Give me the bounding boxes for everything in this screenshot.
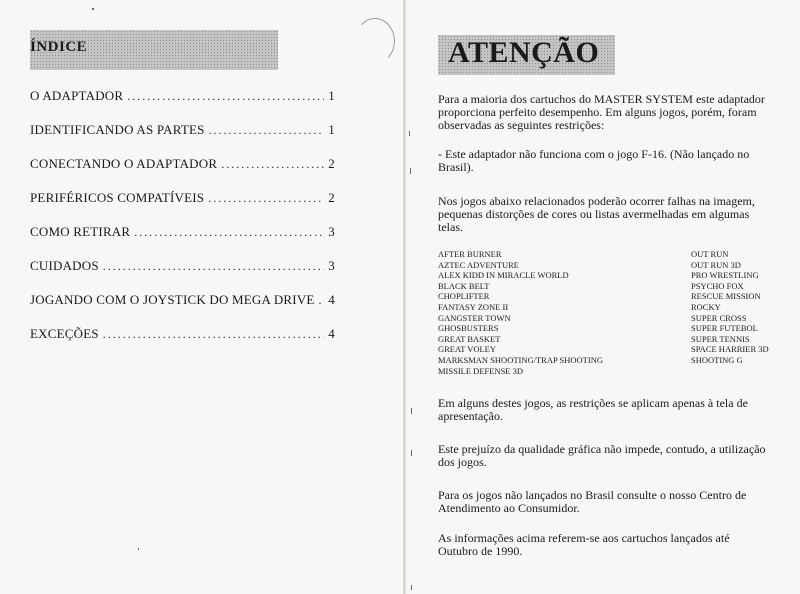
toc-item-label: JOGANDO COM O JOYSTICK DO MEGA DRIVE [30,292,315,307]
game-item: SUPER CROSS [691,312,747,323]
toc-leader-dots [103,259,325,274]
paper-speck [138,548,139,550]
opening-screen-paragraph: Em alguns destes jogos, as restrições se aplicam apenas à tela de apresentação. [438,396,748,423]
game-item: GANGSTER TOWN [438,312,511,323]
game-item: SHOOTING G [691,354,743,365]
game-item: OUT RUN [691,249,729,259]
game-item: PSYCHO FOX [691,280,744,291]
toc-item-page: 2 [328,156,335,171]
toc-item [30,224,335,258]
date-paragraph: As informações acima referem-se aos cartuchos lançados até Outubro de 1990. [438,531,730,558]
toc-leader-dots [134,225,324,240]
game-item: PRO WRESTLING [691,270,759,281]
table-of-contents [30,88,335,360]
game-item: RESCUE MISSION [691,291,761,302]
toc-item-label: CUIDADOS [30,258,99,273]
toc-item-label: IDENTIFICANDO AS PARTES [30,122,205,137]
game-item: ROCKY [691,301,721,312]
toc-item [30,88,335,122]
games-column-left [438,249,708,376]
toc-item [30,156,335,190]
game-item: MARKSMAN SHOOTING/TRAP SHOOTING [438,354,603,365]
game-item: GREAT BASKET [438,333,501,344]
game-item: SUPER TENNIS [691,333,750,344]
game-item: SPACE HARRIER 3D [691,344,769,355]
game-item: SUPER FUTEBOL [691,323,758,334]
right-page [405,0,800,594]
toc-item-page: 4 [328,292,335,307]
toc-leader-dots [221,157,324,172]
game-item: FANTASY ZONE II [438,301,509,312]
toc-item [30,122,335,156]
game-item: CHOPLIFTER [438,291,490,302]
game-item: GREAT VOLEY [438,344,497,355]
toc-item-page: 4 [328,326,335,341]
f16-paragraph: - Este adaptador não funciona com o jogo F-16. (Não lançado no Brasil). [438,147,750,174]
quality-paragraph: Este prejuízo da qualidade gráfica não impede, contudo, a utilização dos jogos. [438,442,766,469]
toc-leader-dots [127,89,324,104]
game-item: MISSILE DEFENSE 3D [438,365,524,376]
toc-item-page: 2 [328,190,335,205]
toc-item-label: PERIFÉRICOS COMPATÍVEIS [30,190,205,205]
toc-leader-dots [209,123,325,138]
games-column-right [691,249,800,366]
game-item: GHOSBUSTERS [438,323,499,334]
toc-item [30,326,335,360]
toc-leader-dots [103,327,325,342]
game-item: OUT RUN 3D [691,259,741,270]
toc-item-page: 3 [328,224,335,239]
paper-speck [411,585,412,590]
attention-title: ATENÇÃO [448,36,600,69]
toc-item [30,292,335,326]
toc-item-label: COMO RETIRAR [30,224,131,239]
paper-speck [92,8,94,10]
toc-item [30,190,335,224]
paper-speck [410,168,411,174]
toc-leader-dots [208,191,324,206]
contact-paragraph: Para os jogos não lançados no Brasil consulte o nosso Centro de Atendimento ao Consumidor. [438,488,747,515]
index-title: ÍNDICE [30,39,88,55]
toc-item-label: CONECTANDO O ADAPTADOR [30,156,218,171]
issues-paragraph: Nos jogos abaixo relacionados poderão ocorrer falhas na imagem, pequenas distorções de cores ou listas avermelhadas em algumas telas. [438,194,755,234]
toc-item-label: EXCEÇÕES [30,326,99,341]
game-item: AZTEC ADVENTURE [438,259,519,270]
paper-speck [411,408,412,414]
paper-speck [409,131,410,136]
game-item: ALEX KIDD IN MIRACLE WORLD [438,270,569,281]
toc-item-page: 1 [328,88,335,103]
paper-speck [411,450,412,456]
toc-item-label: O ADAPTADOR [30,88,124,103]
intro-paragraph: Para a maioria dos cartuchos do MASTER SYSTEM este adaptador proporciona perfeito desempenho. Em alguns jogos, porém, foram observadas as seguintes restrições: [438,92,765,132]
game-item: AFTER BURNER [438,249,502,259]
game-item: BLACK BELT [438,280,490,291]
toc-item-page: 1 [328,122,335,137]
toc-item [30,258,335,292]
toc-item-page: 3 [328,258,335,273]
binder-hole-mark [355,18,395,64]
toc-leader-dots [319,293,325,308]
